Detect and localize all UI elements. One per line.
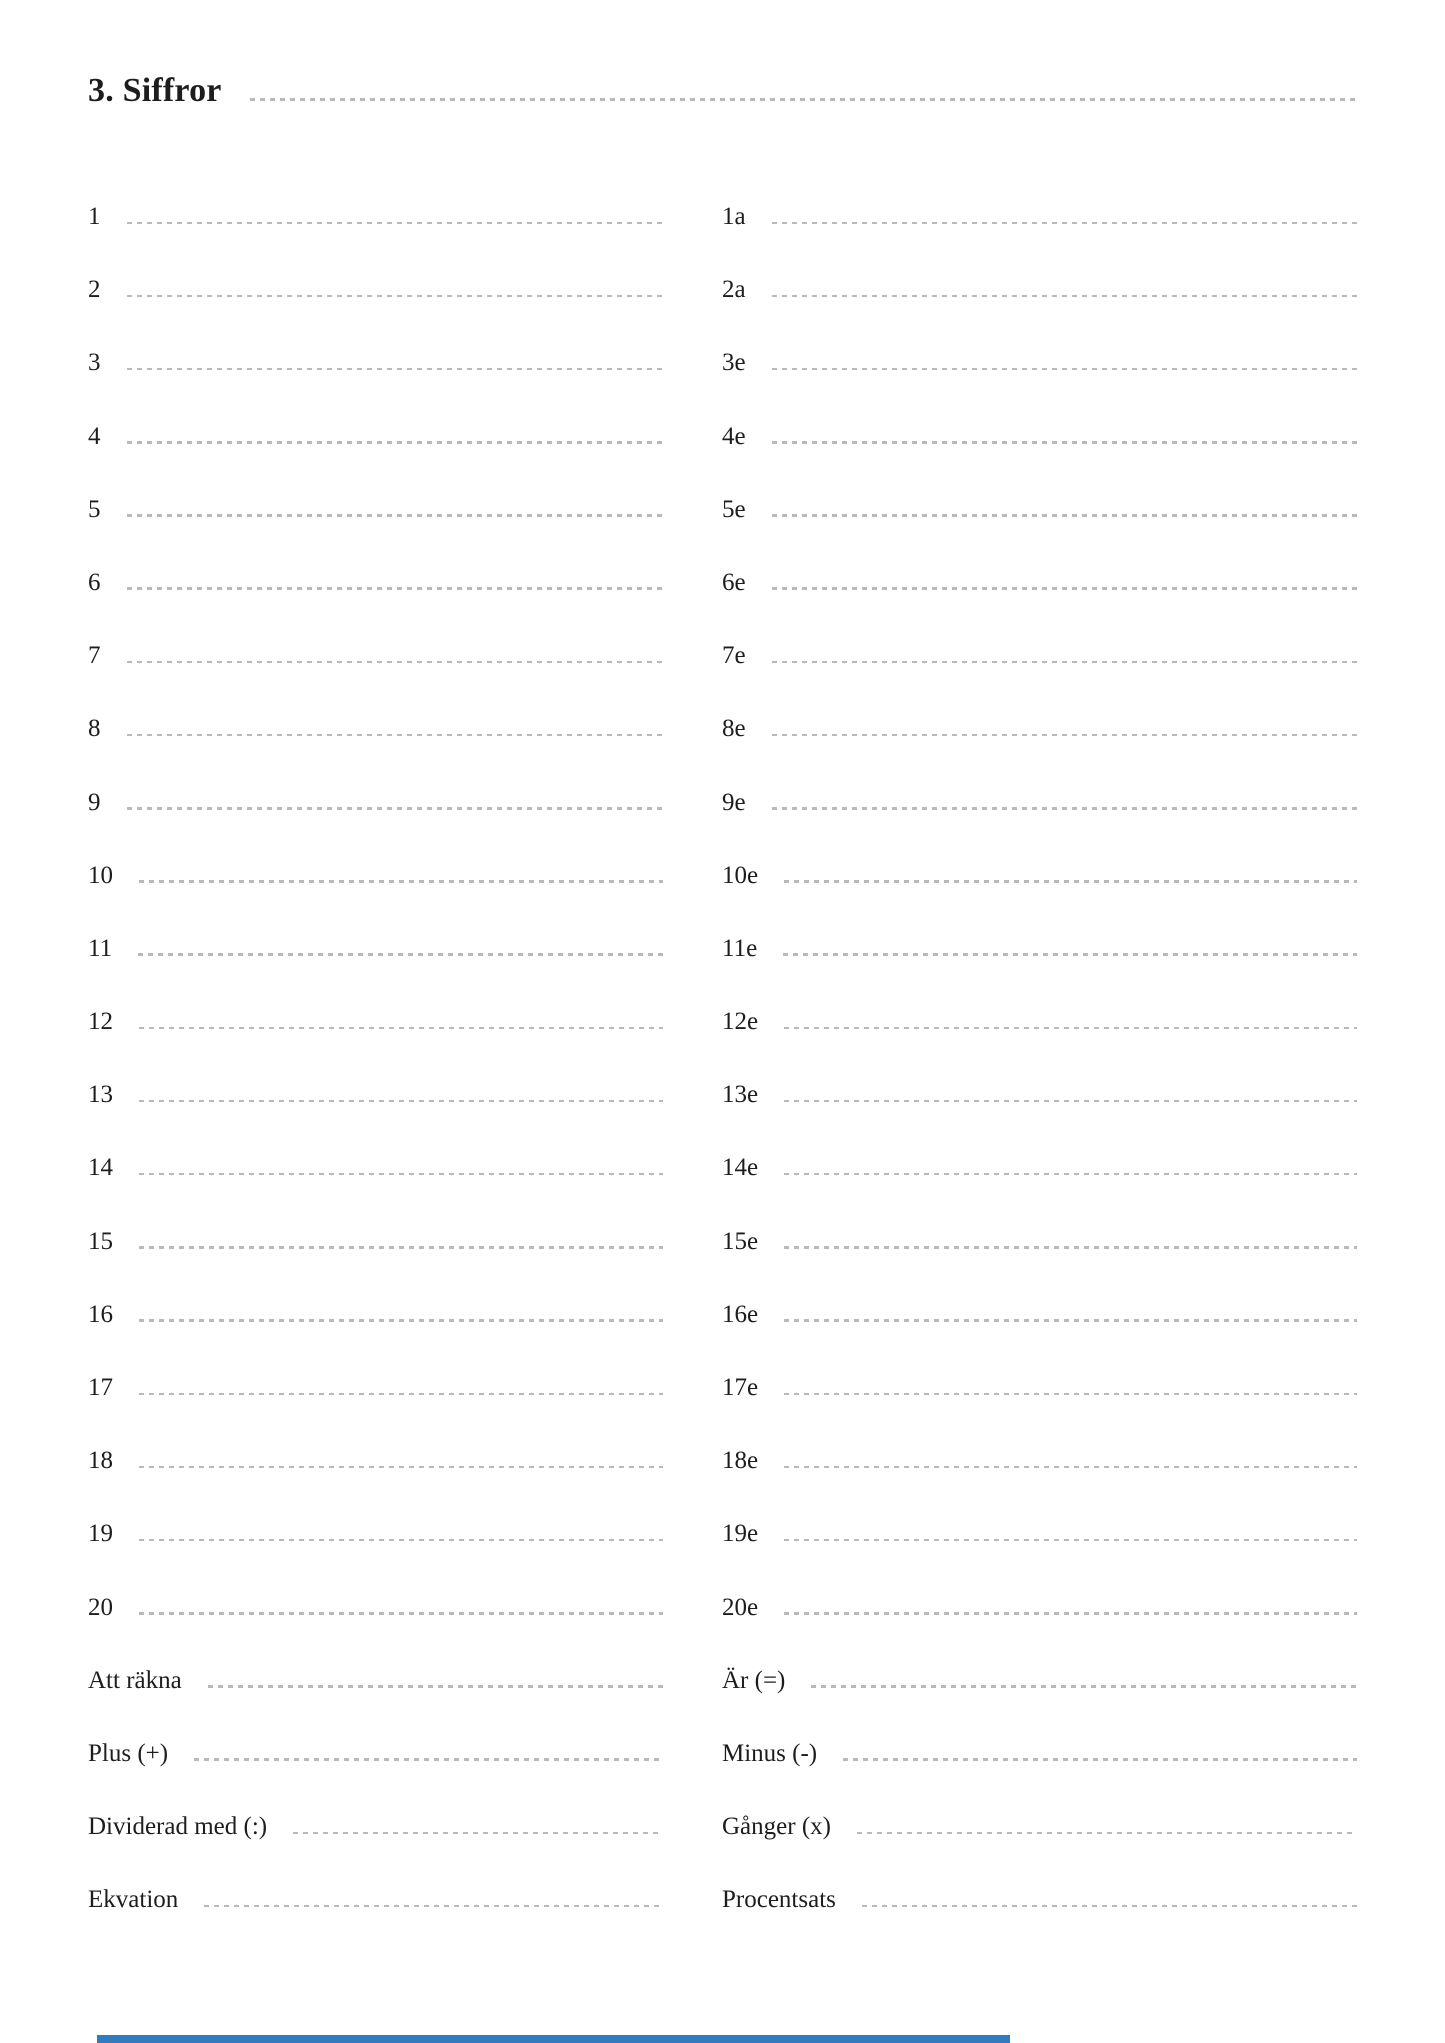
worksheet-row (722, 1717, 1357, 1790)
worksheet-row (722, 692, 1357, 765)
row-label: 7e (722, 642, 746, 670)
row-label: 18e (722, 1447, 759, 1475)
worksheet-row (88, 1424, 663, 1497)
row-label: 4 (88, 422, 101, 450)
row-label: 15 (88, 1227, 113, 1255)
row-label: Plus (+) (88, 1739, 169, 1767)
worksheet-row (722, 1278, 1357, 1351)
row-label: 2 (88, 276, 101, 304)
worksheet-row (722, 985, 1357, 1058)
fill-in-line (783, 953, 1357, 956)
worksheet-row (722, 180, 1357, 253)
row-label: 15e (722, 1227, 759, 1255)
row-label: Minus (-) (722, 1739, 818, 1767)
fill-in-line (127, 807, 664, 810)
row-label: 1 (88, 203, 101, 230)
fill-in-line (772, 734, 1357, 737)
row-label: 17 (88, 1374, 113, 1401)
fill-in-line (127, 734, 664, 737)
row-label: 19 (88, 1520, 113, 1548)
worksheet-row (722, 546, 1357, 619)
row-label: 10e (722, 861, 759, 889)
row-label: Gånger (x) (722, 1813, 831, 1841)
fill-in-line (784, 1393, 1357, 1396)
fill-in-line (784, 1466, 1357, 1469)
worksheet-row (722, 1863, 1357, 1936)
worksheet-row (722, 839, 1357, 912)
section-title: 3. Siffror (88, 72, 222, 109)
fill-in-line (139, 1539, 663, 1542)
fill-in-line (862, 1905, 1357, 1908)
fill-in-line (843, 1758, 1357, 1761)
worksheet-row (88, 766, 663, 839)
row-label: 13e (722, 1081, 759, 1109)
worksheet-columns (88, 180, 1357, 1937)
worksheet-row (722, 1205, 1357, 1278)
fill-in-line (772, 661, 1357, 664)
row-label: 16 (88, 1300, 113, 1328)
fill-in-line (139, 1027, 663, 1030)
row-label: 16e (722, 1300, 759, 1328)
worksheet-row (88, 839, 663, 912)
fill-in-line (772, 368, 1357, 371)
row-label: 3e (722, 349, 746, 377)
worksheet-row (722, 1131, 1357, 1204)
row-label: 18 (88, 1447, 113, 1475)
worksheet-row (722, 473, 1357, 546)
fill-in-line (138, 953, 663, 956)
worksheet-row (722, 400, 1357, 473)
row-label: 11e (722, 934, 758, 962)
fill-in-line (127, 295, 664, 298)
worksheet-row (722, 253, 1357, 326)
row-label: 10 (88, 861, 113, 889)
worksheet-row (88, 253, 663, 326)
row-label: 8e (722, 715, 746, 743)
fill-in-line (208, 1685, 663, 1688)
worksheet-row (88, 1205, 663, 1278)
fill-in-line (772, 587, 1357, 590)
row-label: 3 (88, 349, 101, 377)
fill-in-line (139, 1466, 663, 1469)
fill-in-line (127, 222, 664, 225)
row-label: 12 (88, 1008, 113, 1036)
worksheet-row (88, 1058, 663, 1131)
worksheet-row (722, 1058, 1357, 1131)
fill-in-line (139, 1319, 663, 1322)
row-label: 4e (722, 422, 746, 450)
worksheet-row (88, 912, 663, 985)
worksheet-row (88, 985, 663, 1058)
row-label: 2a (722, 276, 746, 304)
worksheet-row (88, 546, 663, 619)
fill-in-line (127, 368, 664, 371)
worksheet-row (722, 1497, 1357, 1570)
right-column (722, 180, 1357, 1937)
worksheet-row (722, 1644, 1357, 1717)
worksheet-row (88, 1790, 663, 1863)
fill-in-line (857, 1832, 1357, 1835)
left-column (88, 180, 663, 1937)
fill-in-line (127, 441, 664, 444)
worksheet-row (722, 1790, 1357, 1863)
fill-in-line (784, 880, 1357, 883)
worksheet-row (722, 619, 1357, 692)
row-label: Dividerad med (:) (88, 1813, 268, 1841)
section-header (88, 62, 1357, 120)
row-label: 11 (88, 934, 113, 962)
fill-in-line (784, 1539, 1357, 1542)
row-label: 19e (722, 1520, 759, 1548)
title-dotted-line (250, 98, 1357, 101)
fill-in-line (784, 1612, 1357, 1615)
row-label: 6e (722, 568, 746, 596)
fill-in-line (139, 880, 663, 883)
fill-in-line (784, 1173, 1357, 1176)
page-footer-bar (97, 2035, 1010, 2043)
fill-in-line (784, 1027, 1357, 1030)
row-label: 5e (722, 495, 746, 523)
row-label: 8 (88, 715, 101, 743)
row-label: 17e (722, 1374, 759, 1401)
fill-in-line (811, 1685, 1357, 1688)
fill-in-line (127, 514, 664, 517)
row-label: 20e (722, 1593, 759, 1621)
worksheet-row (88, 1497, 663, 1570)
worksheet-row (88, 473, 663, 546)
fill-in-line (772, 222, 1357, 225)
worksheet-row (88, 619, 663, 692)
worksheet-row (88, 1717, 663, 1790)
fill-in-line (772, 807, 1357, 810)
row-label: 6 (88, 568, 101, 596)
worksheet-row (88, 1278, 663, 1351)
worksheet-row (722, 1351, 1357, 1424)
fill-in-line (784, 1246, 1357, 1249)
row-label: Procentsats (722, 1886, 836, 1914)
fill-in-line (139, 1246, 663, 1249)
fill-in-line (293, 1832, 663, 1835)
worksheet-row (88, 326, 663, 399)
fill-in-line (194, 1758, 663, 1761)
worksheet-row (722, 1571, 1357, 1644)
worksheet-row (88, 400, 663, 473)
worksheet-row (722, 912, 1357, 985)
fill-in-line (772, 295, 1357, 298)
worksheet-row (88, 1351, 663, 1424)
row-label: 14 (88, 1154, 113, 1182)
fill-in-line (204, 1905, 663, 1908)
row-label: 14e (722, 1154, 759, 1182)
fill-in-line (772, 441, 1357, 444)
fill-in-line (127, 661, 664, 664)
fill-in-line (139, 1393, 663, 1396)
fill-in-line (139, 1173, 663, 1176)
worksheet-row (88, 1644, 663, 1717)
row-label: 9 (88, 788, 101, 816)
worksheet-row (88, 180, 663, 253)
fill-in-line (784, 1100, 1357, 1103)
fill-in-line (772, 514, 1357, 517)
row-label: 7 (88, 642, 101, 670)
row-label: 20 (88, 1593, 113, 1621)
row-label: Ekvation (88, 1886, 179, 1914)
worksheet-row (88, 1131, 663, 1204)
worksheet-row (722, 766, 1357, 839)
fill-in-line (139, 1100, 663, 1103)
row-label: 13 (88, 1081, 113, 1109)
row-label: 5 (88, 495, 101, 523)
row-label: 1a (722, 203, 746, 230)
fill-in-line (784, 1319, 1357, 1322)
fill-in-line (127, 587, 664, 590)
worksheet-row (722, 1424, 1357, 1497)
fill-in-line (139, 1612, 663, 1615)
row-label: Är (=) (722, 1666, 786, 1694)
row-label: Att räkna (88, 1666, 182, 1694)
worksheet-row (722, 326, 1357, 399)
worksheet-row (88, 1571, 663, 1644)
worksheet-row (88, 692, 663, 765)
worksheet-row (88, 1863, 663, 1936)
row-label: 12e (722, 1008, 759, 1036)
row-label: 9e (722, 788, 746, 816)
